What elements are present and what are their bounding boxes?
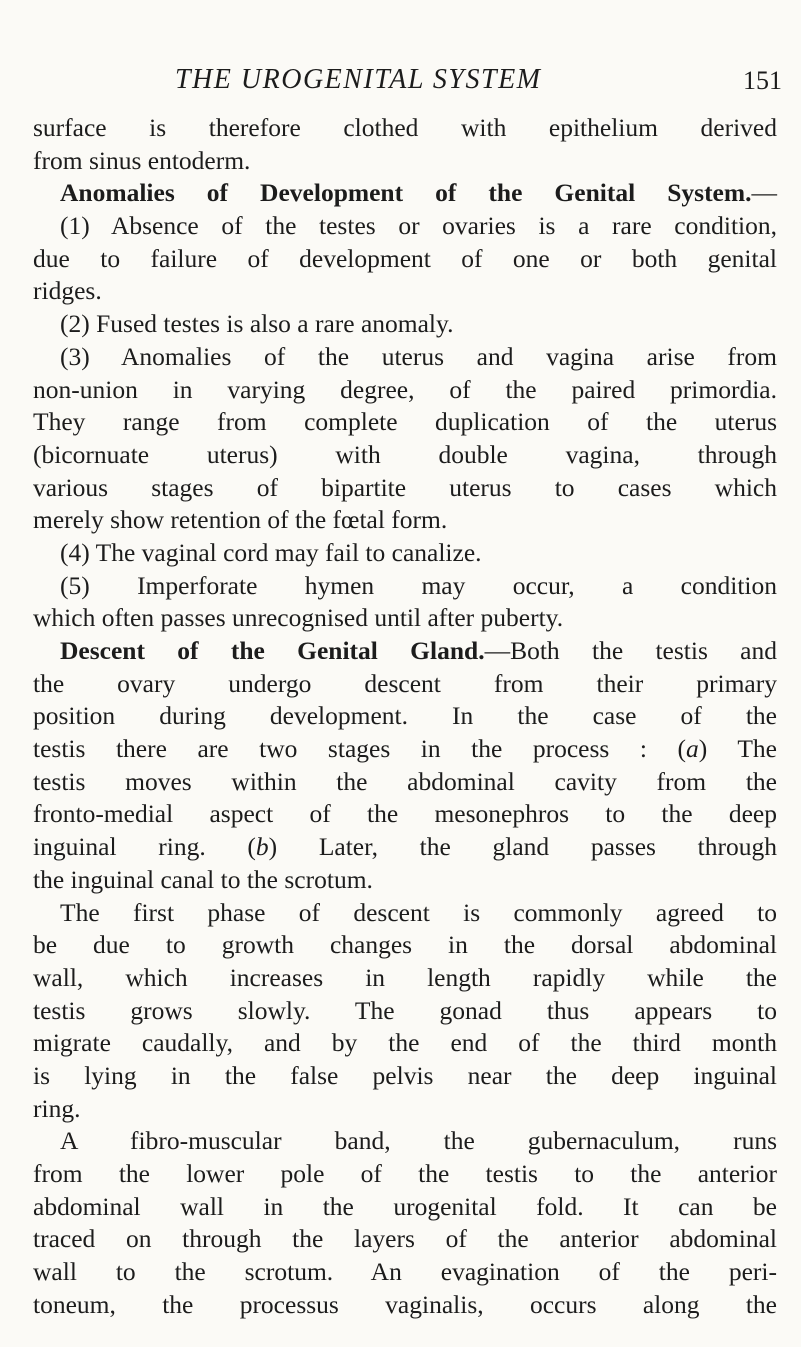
text-line (33, 1060, 777, 1093)
text-line (33, 308, 777, 341)
text-line (33, 897, 777, 930)
text-line (33, 210, 777, 243)
text-line (33, 537, 777, 570)
text-run: (2) Fused testes is also a rare anomaly. (60, 309, 454, 339)
text-line (33, 602, 777, 635)
text-run: abdominal wall in the urogenital fold. It can be (33, 1191, 777, 1221)
text-line (33, 929, 777, 962)
text-run: testis there are two stages in the process : ( (33, 734, 687, 764)
text-run: ridges. (33, 276, 102, 306)
text-run: wall to the scrotum. An evagination of the peri- (33, 1257, 777, 1287)
text-line (33, 962, 777, 995)
text-line (33, 635, 777, 668)
text-line (33, 243, 777, 276)
text-line (33, 668, 777, 701)
text-line (33, 798, 777, 831)
text-line (33, 406, 777, 439)
text-run: migrate caudally, and by the end of the third month (33, 1028, 777, 1058)
text-run: (4) The vaginal cord may fail to canalize. (60, 537, 482, 567)
text-run: fronto-medial aspect of the mesonephros to the deep (33, 799, 777, 829)
text-run: testis grows slowly. The gonad thus appears to (33, 995, 777, 1025)
text-run: (1) Absence of the testes or ovaries is a rare condition, (60, 211, 777, 241)
text-line (33, 472, 777, 505)
page-number: 151 (743, 66, 782, 95)
text-run: from sinus entoderm. (33, 145, 251, 175)
text-run: testis moves within the abdominal cavity from the (33, 766, 777, 796)
text-line (33, 504, 777, 537)
text-line (33, 145, 777, 178)
text-run: ) The (698, 734, 777, 764)
text-line (33, 112, 777, 145)
text-line (33, 1027, 777, 1060)
text-run: — (751, 178, 777, 208)
text-line (33, 1191, 777, 1224)
text-line (33, 1289, 777, 1322)
body-text (33, 112, 777, 1321)
text-line (33, 1093, 777, 1126)
text-run: ) Later, the gland passes through (268, 832, 777, 862)
text-run: the ovary undergo descent from their primary (33, 668, 777, 698)
section-heading: Descent of the Genital Gland. (60, 636, 485, 665)
text-run: (bicornuate uterus) with double vagina, through (33, 439, 777, 469)
text-line (33, 439, 777, 472)
text-run: A fibro-muscular band, the gubernaculum, runs (60, 1126, 777, 1156)
text-line (33, 864, 777, 897)
text-run: is lying in the false pelvis near the deep inguinal (33, 1060, 777, 1090)
text-line (33, 733, 777, 766)
text-line (33, 374, 777, 407)
text-line (33, 831, 777, 864)
text-run: be due to growth changes in the dorsal abdominal (33, 930, 777, 960)
text-run: due to failure of development of one or both genital (33, 243, 777, 273)
text-line (33, 570, 777, 603)
text-line (33, 341, 777, 374)
text-run: inguinal ring. ( (33, 832, 256, 862)
text-line (33, 700, 777, 733)
text-run: traced on through the layers of the anterior abdominal (33, 1224, 777, 1254)
text-line (33, 1125, 777, 1158)
italic-letter: a (686, 734, 699, 764)
section-heading: Anomalies of Development of the Genital System. (60, 178, 752, 208)
text-run: wall, which increases in length rapidly while the (33, 962, 777, 992)
text-line (33, 766, 777, 799)
text-line (33, 1256, 777, 1289)
text-run: They range from complete duplication of the uterus (33, 407, 777, 437)
text-line (33, 995, 777, 1028)
text-run: non-union in varying degree, of the paired primordia. (33, 374, 777, 404)
text-run: toneum, the processus vaginalis, occurs along the (33, 1289, 777, 1319)
text-run: (5) Imperforate hymen may occur, a condition (60, 570, 777, 600)
text-line (33, 275, 777, 308)
text-run: from the lower pole of the testis to the anterior (33, 1159, 777, 1188)
text-run: surface is therefore clothed with epithelium derived (33, 113, 777, 142)
text-line (33, 177, 777, 210)
page-header (0, 64, 801, 104)
text-run: various stages of bipartite uterus to cases which (33, 472, 777, 502)
text-run: —Both the testis and (484, 636, 778, 665)
italic-letter: b (255, 832, 269, 862)
text-line (33, 1223, 777, 1256)
text-run: the inguinal canal to the scrotum. (33, 864, 373, 894)
text-run: The first phase of descent is commonly agreed to (60, 897, 777, 927)
text-run: which often passes unrecognised until after puberty. (33, 603, 564, 633)
text-run: merely show retention of the fœtal form. (33, 505, 448, 535)
text-run: (3) Anomalies of the uterus and vagina arise from (60, 341, 777, 371)
running-title: THE UROGENITAL SYSTEM (175, 64, 542, 95)
text-line (33, 1158, 777, 1191)
text-run: position during development. In the case of the (33, 701, 777, 731)
text-run: ring. (33, 1093, 81, 1123)
